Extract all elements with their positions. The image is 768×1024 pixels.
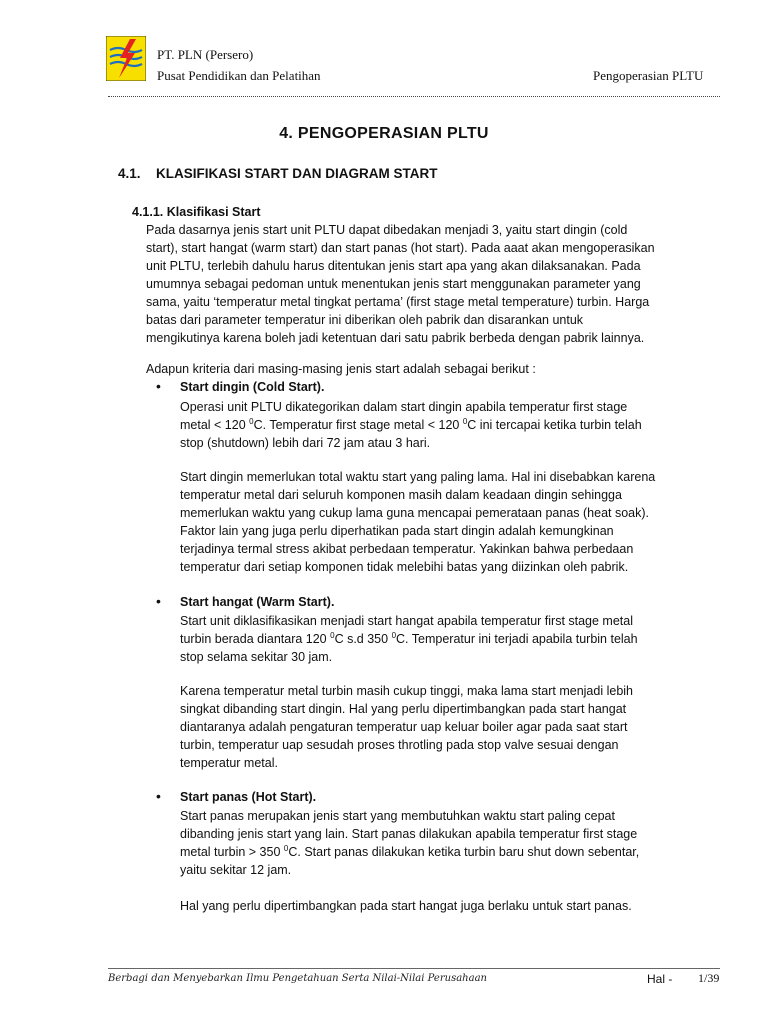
- text-line: mengikutinya karena boleh jadi ketentuan dari satu pabrik berbeda dengan pabrik lainnya.: [146, 331, 645, 345]
- hot-start-paragraph-2: Hal yang perlu dipertimbangkan pada start hangat juga berlaku untuk start panas.: [180, 899, 632, 913]
- footer-divider: [108, 968, 720, 969]
- cold-start-title: Start dingin (Cold Start).: [180, 380, 325, 394]
- text-line: yaitu sekitar 12 jam.: [180, 863, 292, 877]
- text-line: Operasi unit PLTU dikategorikan dalam start dingin apabila temperatur first stage: [180, 400, 628, 414]
- intro-paragraph: [146, 221, 724, 347]
- text-line: metal turbin > 350 $^0$C. Start panas dilakukan ketika turbin baru shut down sebentar,: [180, 843, 640, 859]
- text-line: dibanding jenis start yang lain. Start panas dilakukan apabila temperatur first stage: [180, 827, 638, 841]
- chapter-title: 4. PENGOPERASIAN PLTU: [279, 125, 489, 142]
- text-line: umumnya sebagai pedoman untuk menentukan jenis start menggunakan parameter yang: [146, 277, 641, 291]
- text-line: unit PLTU, terlebih dahulu harus ditentukan jenis start apa yang akan dilaksanakan. Pada: [146, 259, 641, 273]
- text-line: turbin, temperatur uap sesudah proses throtling pada stop valve sesuai dengan: [180, 738, 619, 752]
- text-line: Start dingin memerlukan total waktu start yang paling lama. Hal ini disebabkan karena: [180, 470, 656, 484]
- text-line: sama, yaitu ‘temperatur metal tingkat pertama’ (first stage metal temperature) turbin. Harga: [146, 295, 650, 309]
- text-line: metal < 120 $^0$C. Temperatur first stage metal < 120 $^0$C ini tercapai ketika turbin telah: [180, 416, 642, 432]
- header-divider: [108, 96, 720, 97]
- company-name: PT. PLN (Persero): [157, 47, 254, 62]
- cold-start-paragraph-2: [180, 468, 724, 576]
- hot-start-title: Start panas (Hot Start).: [180, 790, 317, 804]
- section-title: KLASIFIKASI START DAN DIAGRAM START: [156, 166, 438, 181]
- subsection-heading: 4.1.1. Klasifikasi Start: [132, 205, 261, 219]
- warm-start-paragraph-1: [180, 612, 724, 666]
- text-line: temperatur metal dari seluruh komponen masih dalam keadaan dingin sehingga: [180, 488, 622, 502]
- header-doc-title: Pengoperasian PLTU: [593, 68, 704, 83]
- text-line: temperatur metal.: [180, 756, 278, 770]
- footer-tagline: Berbagi dan Menyebarkan Ilmu Pengetahuan Serta Nilai-Nilai Perusahaan: [108, 973, 487, 984]
- text-line: stop selama sekitar 30 jam.: [180, 650, 333, 664]
- text-line: terjadinya termal stress akibat perbedaan temperatur. Yakinkan bahwa perbedaan: [180, 542, 634, 556]
- bullet-icon: •: [156, 593, 161, 609]
- section-heading: [118, 166, 437, 181]
- text-line: Start unit diklasifikasikan menjadi start hangat apabila temperatur first stage metal: [180, 614, 634, 628]
- criteria-intro: Adapun kriteria dari masing-masing jenis start adalah sebagai berikut :: [146, 362, 536, 376]
- text-line: Karena temperatur metal turbin masih cukup tinggi, maka lama start menjadi lebih: [180, 684, 633, 698]
- text-line: stop (shutdown) lebih dari 72 jam atau 3 hari.: [180, 436, 431, 450]
- text-line: diantaranya adalah pengaturan temperatur uap keluar boiler agar pada saat start: [180, 720, 628, 734]
- text-line: singkat dibanding start dingin. Hal yang perlu dipertimbangkan pada start hangat: [180, 702, 627, 716]
- text-line: turbin berada diantara 120 $^0$C s.d 350 $^0$C. Temperatur ini terjadi apabila turbin telah: [180, 630, 638, 646]
- text-line: memerlukan waktu yang cukup lama guna mencapai pemerataan panas (heat soak).: [180, 506, 650, 520]
- unit-name: Pusat Pendidikan dan Pelatihan: [157, 68, 321, 83]
- cold-start-paragraph-1: [180, 398, 724, 452]
- pln-lightning-logo-icon: [106, 36, 146, 81]
- text-line: Start panas merupakan jenis start yang membutuhkan waktu start paling cepat: [180, 809, 615, 823]
- text-line: batas dari parameter temperatur ini diberikan oleh pabrik dan disarankan untuk: [146, 313, 584, 327]
- bullet-icon: •: [156, 788, 161, 804]
- section-number: 4.1.: [118, 166, 141, 181]
- text-line: temperatur dari setiap komponen tidak melebihi batas yang diizinkan oleh pabrik.: [180, 560, 629, 574]
- page-number: 1/39: [698, 971, 720, 985]
- bullet-icon: •: [156, 378, 161, 394]
- footer-hal-label: Hal -: [647, 972, 673, 986]
- warm-start-paragraph-2: [180, 682, 724, 772]
- warm-start-title: Start hangat (Warm Start).: [180, 595, 335, 609]
- text-line: Pada dasarnya jenis start unit PLTU dapat dibedakan menjadi 3, yaitu start dingin (cold: [146, 223, 628, 237]
- hot-start-paragraph-1: [180, 807, 724, 879]
- text-line: Faktor lain yang juga perlu diperhatikan pada start dingin adalah kemungkinan: [180, 524, 614, 538]
- text-line: start), start hangat (warm start) dan start panas (hot start). Pada aaat akan mengoperasikan: [146, 241, 655, 255]
